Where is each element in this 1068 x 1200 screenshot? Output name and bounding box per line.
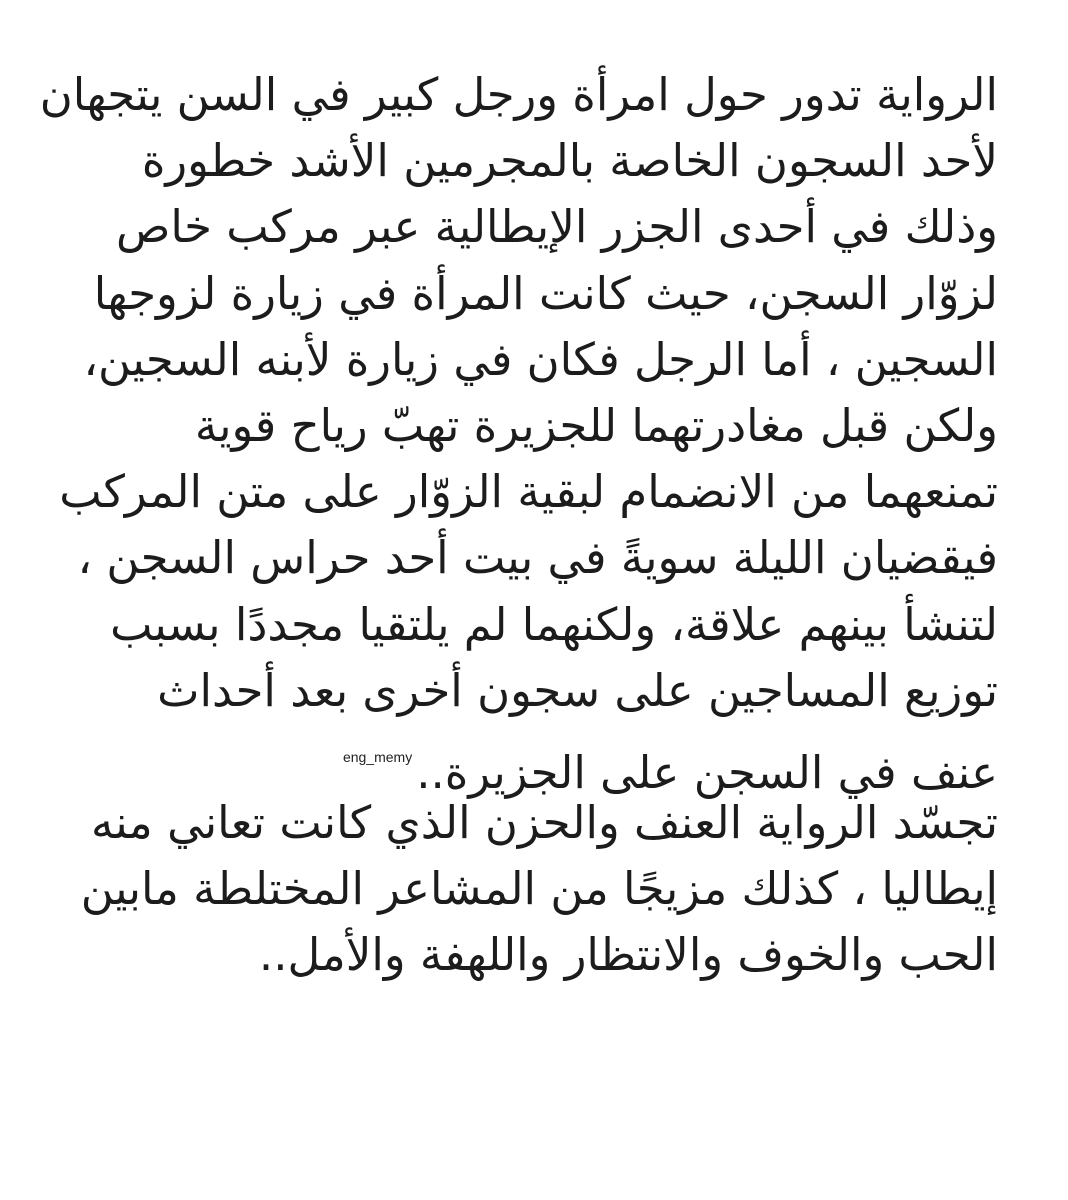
text-line: ولكن قبل مغادرتهما للجزيرة تهبّ رياح قوية (194, 398, 998, 452)
text-line: السجين ، أما الرجل فكان في زيارة لأبنه السجين، (83, 332, 998, 386)
text-line: لتنشأ بينهم علاقة، ولكنهما لم يلتقيا مجددًا بسبب (110, 597, 998, 651)
text-line: إيطاليا ، كذلك مزيجًا من المشاعر المختلطة مابين (80, 862, 998, 916)
text-line: فيقضيان الليلة سويةً في بيت أحد حراس السجن ، (77, 531, 998, 585)
text-line: توزيع المساجين على سجون أخرى بعد أحداث (157, 663, 998, 717)
text-line-last: عنف في السجن على الجزيرة.. (416, 745, 998, 799)
text-line: لزوّار السجن، حيث كانت المرأة في زيارة لزوجها (93, 266, 998, 320)
text-line: الرواية تدور حول امرأة ورجل كبير في السن يتجهان (39, 68, 998, 121)
text-line-with-watermark (58, 724, 998, 799)
text-line: وذلك في أحدى الجزر الإيطالية عبر مركب خاص (115, 200, 998, 254)
text-line: لأحد السجون الخاصة بالمجرمين الأشد خطورة (141, 134, 998, 188)
article-text (39, 62, 998, 989)
text-line: تجسّد الرواية العنف والحزن الذي كانت تعاني منه (90, 796, 998, 850)
text-line: تمنعهما من الانضمام لبقية الزوّار على متن المركب (59, 465, 998, 519)
watermark: eng_memy (342, 748, 413, 765)
text-line: الحب والخوف والانتظار واللهفة والأمل.. (258, 928, 998, 982)
